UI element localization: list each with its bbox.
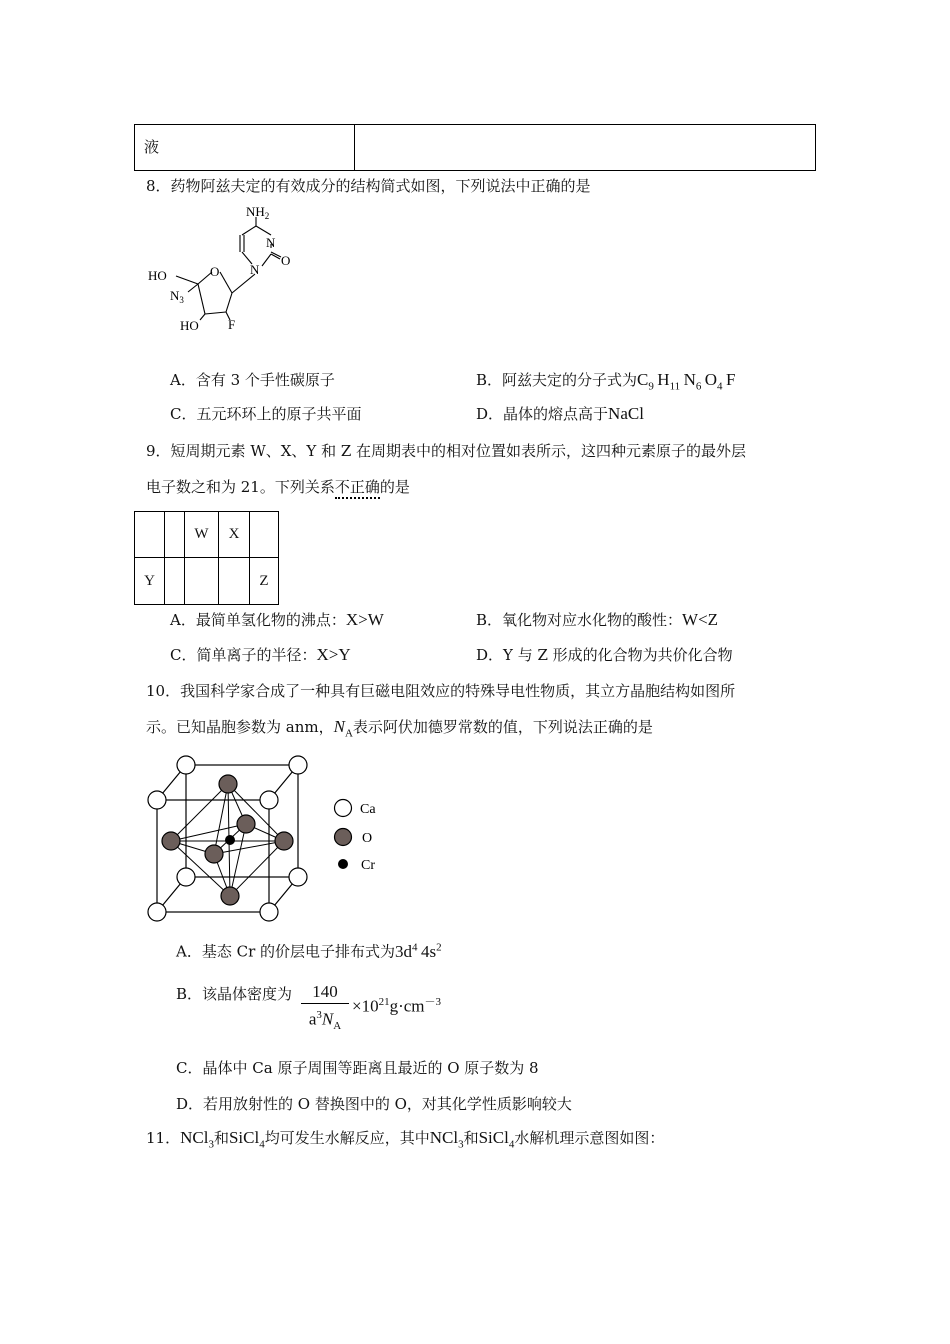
ca-atom [148, 791, 166, 809]
q9-stem-line2 [146, 477, 410, 497]
q10-option-a [176, 937, 442, 962]
q10-stem-line2 [146, 717, 653, 743]
q8-label-o-ring: O [210, 264, 220, 279]
q8-stem-text: 药物阿兹夫定的有效成分的结构简式如图，下列说法中正确的是 [170, 177, 591, 195]
o-atom [205, 845, 223, 863]
o-atom [219, 775, 237, 793]
q9-stem-line1 [146, 441, 746, 461]
legend-cr-label: Cr [361, 858, 375, 873]
q8-option-a [170, 370, 335, 390]
ca-atom [289, 868, 307, 886]
q8-option-d-letter: D． [476, 405, 504, 423]
q9-periodic-table [134, 511, 279, 605]
q10-option-c-letter: C． [176, 1059, 203, 1077]
o-atom [275, 832, 293, 850]
q8-option-c [170, 404, 362, 424]
ca-atom [177, 756, 195, 774]
legend-cr-swatch [338, 859, 348, 869]
q8-option-d-formula: NaCl [608, 404, 644, 423]
q8-label-o-carbonyl: O [281, 253, 291, 268]
q9-stem-emphasis: 不正确 [335, 478, 380, 499]
q11-text: 均可发生水解反应，其中 [264, 1129, 430, 1147]
q8-option-c-letter: C． [170, 405, 197, 423]
q9-option-a-formula: X>W [345, 610, 384, 629]
q11-formula-ncl3: NCl$_3$ [180, 1128, 214, 1151]
q8-option-b-formula: $C_9$ $H_{11}$ $N_6$ $O_4$ F [637, 370, 736, 393]
top-table-divider [354, 125, 355, 170]
q9-option-d-text: Y 与 Z 形成的化合物为共价化合物 [503, 646, 733, 664]
top-table [134, 124, 816, 171]
q9-option-a-text: 最简单氢化物的沸点： [195, 611, 346, 629]
q10-stem-text2b: 表示阿伏加德罗常数的值，下列说法正确的是 [352, 718, 653, 736]
ca-atom [260, 903, 278, 921]
q9-option-b-text: 氧化物对应水化物的酸性： [502, 611, 683, 629]
q10-option-b-tail: $\times 10^{21}g\cdot cm^{-3}$ [352, 996, 442, 1016]
q9-option-a-letter: A． [170, 611, 196, 629]
q9-table-cell [165, 558, 185, 605]
q8-number: 8． [146, 177, 171, 195]
q10-na-symbol: $N_A$ [333, 717, 353, 740]
legend-o-swatch [335, 829, 352, 846]
q9-option-b-formula: W<Z [682, 610, 719, 629]
legend-o-label: O [362, 831, 373, 846]
legend-ca-label: Ca [360, 802, 376, 817]
q9-stem-text1: 短周期元素 W、X、Y 和 Z 在周期表中的相对位置如表所示，这四种元素原子的最外层 [170, 442, 747, 460]
q10-option-b [176, 984, 292, 1004]
q9-table-cell: W [185, 512, 219, 558]
q9-option-c-letter: C． [170, 646, 197, 664]
q9-table-cell [250, 512, 279, 558]
ca-atom [260, 791, 278, 809]
q9-option-c [170, 645, 351, 665]
q8-option-d-text: 晶体的熔点高于 [503, 405, 609, 423]
o-atom [221, 887, 239, 905]
q9-option-b [476, 610, 718, 630]
q10-option-d [176, 1094, 572, 1114]
o-atom [237, 815, 255, 833]
q11-formula-sicl4: SiCl$_4$ [478, 1128, 515, 1151]
q9-stem-text2a: 电子数之和为 21。下列关系 [146, 478, 335, 496]
q8-label-ho1: HO [148, 268, 167, 283]
q11-formula-ncl3: NCl$_3$ [429, 1128, 464, 1151]
q10-option-a-text: 基态 Cr 的价层电子排布式为 [201, 942, 396, 961]
q9-table-cell [219, 558, 250, 605]
ca-atom [177, 868, 195, 886]
o-atom [162, 832, 180, 850]
q8-label-nh2: $NH_2$ [246, 204, 270, 221]
q9-option-c-text: 简单离子的半径： [196, 646, 317, 664]
q9-table-cell: Z [250, 558, 279, 605]
q8-stem [146, 176, 591, 196]
fraction-denominator: $a^3N_A$ [308, 1009, 342, 1033]
q11-text: 和 [213, 1129, 229, 1147]
q9-table-cell [165, 512, 185, 558]
q9-option-b-letter: B． [476, 611, 503, 629]
top-table-cell-left: 液 [144, 138, 160, 156]
q10-stem-line1 [146, 681, 735, 701]
ca-atom [289, 756, 307, 774]
q8-option-a-text: 含有 3 个手性碳原子 [195, 371, 335, 389]
q10-option-b-text: 该晶体密度为 [202, 985, 293, 1003]
q8-option-d [476, 404, 644, 424]
q10-option-d-text: 若用放射性的 O 替换图中的 O，对其化学性质影响较大 [203, 1095, 572, 1113]
fraction-bar [301, 1003, 349, 1004]
ca-atom [148, 903, 166, 921]
q10-stem-text1: 我国科学家合成了一种具有巨磁电阻效应的特殊导电性物质，其立方晶胞结构如图所 [180, 682, 736, 700]
q8-option-b-text: 阿兹夫定的分子式为 [502, 371, 638, 389]
q8-label-f: F [228, 317, 236, 332]
q10-option-c-text: 晶体中 Ca 原子周围等距离且最近的 O 原子数为 8 [202, 1059, 539, 1077]
q8-label-n-ring: N [250, 262, 260, 277]
q9-option-d [476, 645, 733, 665]
q8-option-c-text: 五元环环上的原子共平面 [196, 405, 362, 423]
q11-stem [146, 1128, 664, 1154]
q8-option-b [476, 370, 735, 396]
q10-option-d-letter: D． [176, 1095, 204, 1113]
q10-option-a-formula: $3d^4$ $4s^2$ [395, 941, 442, 961]
q9-number: 9． [146, 442, 171, 460]
q10-stem-text2a: 示。已知晶胞参数为 anm， [146, 718, 334, 736]
cr-atom [225, 835, 235, 845]
q8-structure-diagram [140, 202, 300, 342]
q10-number: 10． [146, 682, 181, 700]
q9-option-a [170, 610, 384, 630]
q8-option-b-letter: B． [476, 371, 503, 389]
q10-option-b-letter: B． [176, 985, 203, 1003]
q8-label-ho2: HO [180, 318, 199, 333]
q11-formula-sicl4: SiCl$_4$ [228, 1128, 265, 1151]
q9-table-cell [135, 512, 165, 558]
q10-crystal-diagram [140, 750, 400, 925]
q9-table-cell [185, 558, 219, 605]
q10-option-a-letter: A． [176, 942, 202, 961]
q11-text: 水解机理示意图如图： [514, 1129, 665, 1147]
q9-table-cell: Y [135, 558, 165, 605]
q9-option-d-letter: D． [476, 646, 504, 664]
q11-number: 11． [146, 1129, 181, 1147]
q9-table-cell: X [219, 512, 250, 558]
q9-stem-text2b: 的是 [379, 478, 410, 496]
q11-text: 和 [463, 1129, 479, 1147]
q10-option-b-fraction [301, 982, 349, 1036]
q8-option-a-letter: A． [170, 371, 196, 389]
legend-ca-swatch [335, 800, 352, 817]
q9-option-c-formula: X>Y [316, 645, 351, 664]
q10-option-c [176, 1058, 539, 1078]
q8-label-n3: $N_3$ [170, 288, 184, 305]
q8-label-n-top: N [266, 235, 276, 250]
fraction-numerator: 140 [312, 982, 338, 1001]
